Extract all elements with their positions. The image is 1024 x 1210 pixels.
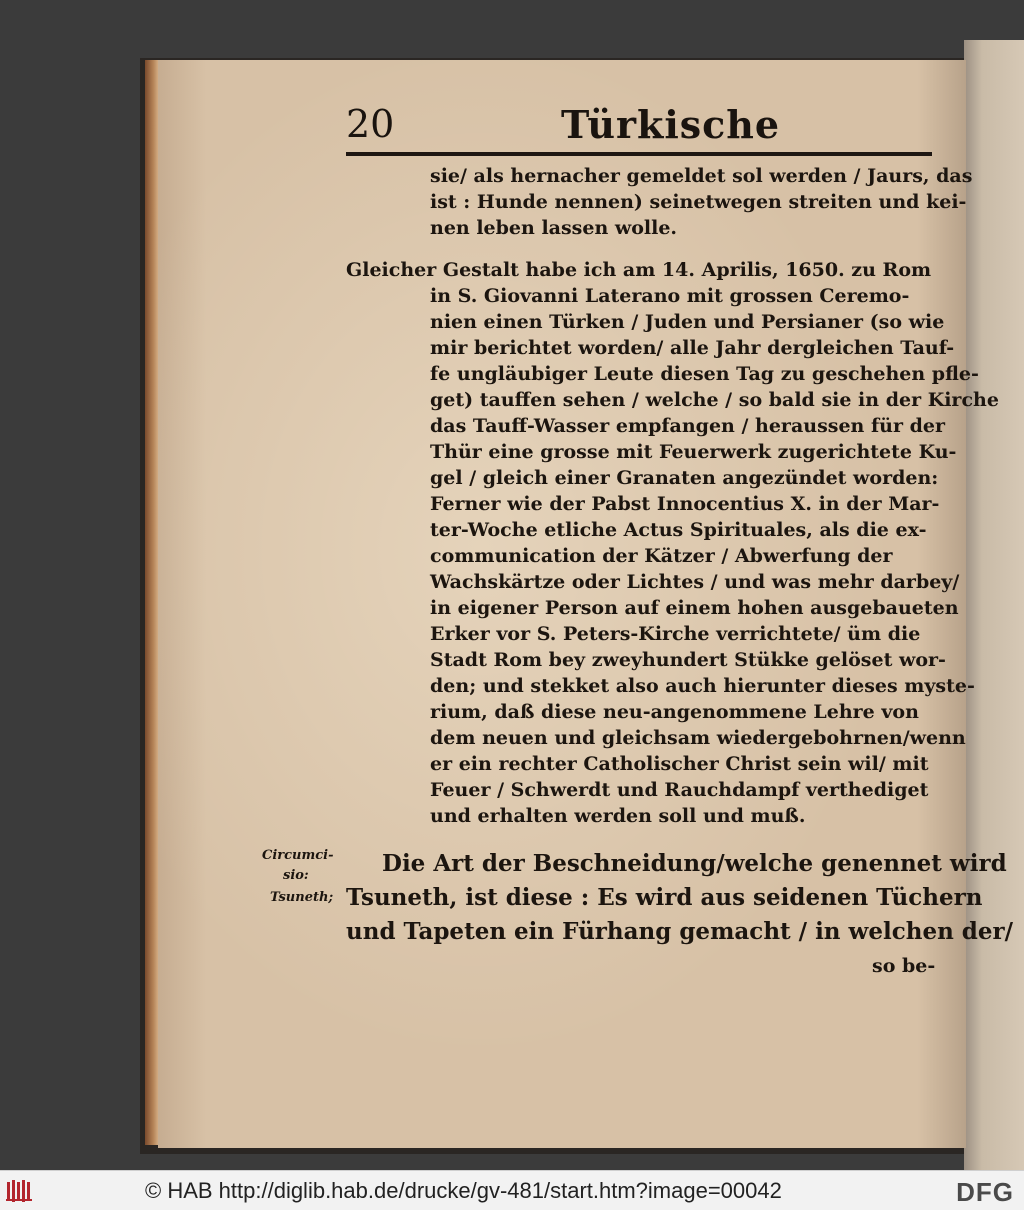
text-line: dem neuen und gleichsam wiedergebohrnen/wenn [430, 727, 966, 749]
facing-page-edge [964, 40, 1024, 1170]
footer-bar [0, 1170, 1024, 1210]
text-line: nien einen Türken / Juden und Persianer (so wie [430, 311, 945, 333]
text-line: rium, daß diese neu-angenommene Lehre von [430, 701, 919, 723]
margin-note: Tsuneth; [270, 890, 334, 905]
running-head [346, 96, 936, 146]
text-line: in eigener Person auf einem hohen ausgebaueten [430, 597, 959, 619]
text-line: in S. Giovanni Laterano mit grossen Ceremo- [430, 285, 910, 307]
text-line: das Tauff-Wasser empfangen / heraussen für der [430, 415, 945, 437]
text-line: Ferner wie der Pabst Innocentius X. in der Mar- [430, 493, 940, 515]
text-line: fe ungläubiger Leute diesen Tag zu geschehen pfle- [430, 363, 979, 385]
copyright-link[interactable]: © HAB http://diglib.hab.de/drucke/gv-481/start.htm?image=00042 [145, 1178, 782, 1203]
dfg-logo-icon: DFG [956, 1177, 1014, 1207]
section-line: Tsuneth, ist diese : Es wird aus seidenen Tüchern [346, 884, 983, 911]
section-line: und Tapeten ein Fürhang gemacht / in welchen der/ [346, 918, 1014, 945]
text-line: ter-Woche etliche Actus Spirituales, als die ex- [430, 519, 927, 541]
margin-note: sio: [283, 868, 309, 883]
text-line: gel / gleich einer Granaten angezündet worden: [430, 467, 939, 489]
margin-note: Circumci- [262, 848, 334, 863]
text-line: Stadt Rom bey zweyhundert Stükke gelöset wor- [430, 649, 946, 671]
text-line: Thür eine grosse mit Feuerwerk zugerichtete Ku- [430, 441, 957, 463]
text-line: nen leben lassen wolle. [430, 217, 678, 239]
text-line: get) tauffen sehen / welche / so bald sie in der Kirche [430, 389, 999, 411]
text-line: Erker vor S. Peters-Kirche verrichtete/ üm die [430, 623, 921, 645]
head-rule [346, 152, 932, 156]
page-fore-edge [145, 60, 159, 1145]
text-line: und erhalten werden soll und muß. [430, 805, 806, 827]
page-number: 20 [346, 102, 395, 146]
text-line: den; und stekket also auch hierunter dieses myste- [430, 675, 975, 697]
text-line: sie/ als hernacher gemeldet sol werden / Jaurs, das [430, 165, 973, 187]
hab-logo-icon [6, 1179, 34, 1203]
running-head-title: Türkische [561, 102, 781, 147]
text-line: er ein rechter Catholischer Christ sein wil/ mit [430, 753, 929, 775]
text-line: Feuer / Schwerdt und Rauchdampf verthediget [430, 779, 929, 801]
text-line: ist : Hunde nennen) seinetwegen streiten und kei- [430, 191, 967, 213]
text-line: Wachskärtze oder Lichtes / und was mehr darbey/ [430, 571, 960, 593]
text-line: communication der Kätzer / Abwerfung der [430, 545, 893, 567]
section-line: Die Art der Beschneidung/welche genennet wird [382, 850, 1007, 877]
catchword: so be- [872, 955, 936, 977]
text-line: mir berichtet worden/ alle Jahr dergleichen Tauf- [430, 337, 955, 359]
text-line: Gleicher Gestalt habe ich am 14. Aprilis, 1650. zu Rom [346, 259, 932, 281]
